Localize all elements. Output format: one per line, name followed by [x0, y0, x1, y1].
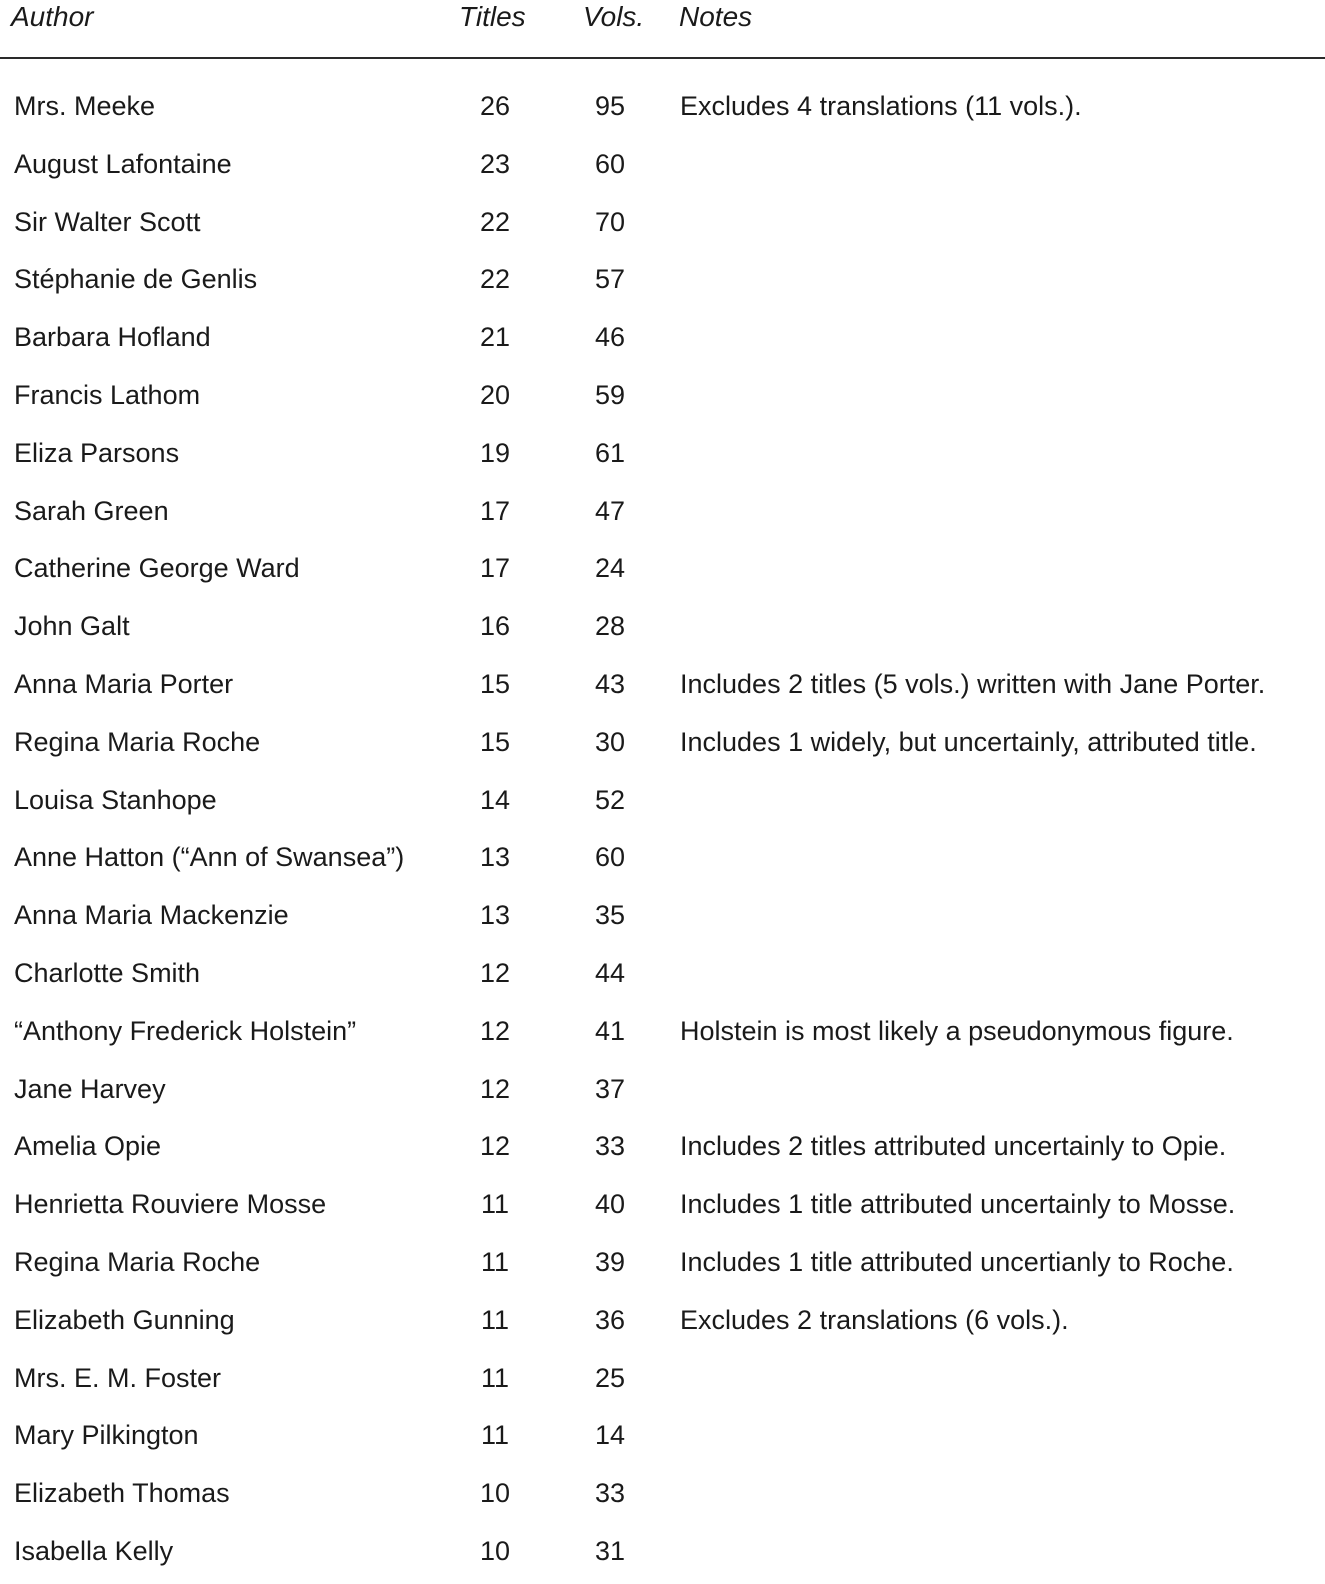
- table-row: [0, 1176, 1325, 1234]
- vols-cell: 36: [594, 1304, 626, 1335]
- author-cell: Isabella Kelly: [14, 1535, 174, 1566]
- table-row: [0, 1350, 1325, 1408]
- table-row: [0, 945, 1325, 1003]
- table-row: [0, 829, 1325, 887]
- vols-cell: 33: [594, 1131, 626, 1162]
- titles-cell: 26: [479, 91, 511, 121]
- table-row: [0, 1234, 1325, 1292]
- titles-cell: 11: [480, 1189, 510, 1220]
- titles-cell: 12: [479, 1073, 511, 1104]
- header-notes: Notes: [679, 1, 753, 32]
- notes-cell: Includes 1 widely, but uncertainly, attributed title.: [680, 726, 1257, 757]
- author-cell: Mrs. E. M. Foster: [14, 1362, 222, 1393]
- table-body: [0, 78, 1325, 1581]
- table-row: [0, 367, 1325, 425]
- table-row: [0, 1003, 1325, 1061]
- notes-cell: Includes 1 title attributed uncertianly to Roche.: [680, 1246, 1234, 1277]
- author-cell: Mary Pilkington: [14, 1420, 199, 1451]
- author-cell: Mrs. Meeke: [14, 91, 156, 121]
- author-cell: “Anthony Frederick Holstein”: [14, 1015, 357, 1046]
- titles-cell: 17: [479, 495, 511, 526]
- notes-cell: Includes 2 titles (5 vols.) written with Jane Porter.: [680, 668, 1266, 699]
- author-cell: Regina Maria Roche: [14, 1246, 261, 1277]
- author-cell: Elizabeth Thomas: [14, 1478, 230, 1509]
- notes-cell: Excludes 4 translations (11 vols.).: [680, 91, 1082, 121]
- table-row: [0, 483, 1325, 541]
- table-row: [0, 425, 1325, 483]
- author-cell: Catherine George Ward: [14, 553, 300, 584]
- author-cell: Sarah Green: [14, 495, 169, 526]
- vols-cell: 41: [594, 1015, 626, 1046]
- vols-cell: 46: [594, 322, 626, 353]
- titles-cell: 13: [479, 842, 511, 873]
- vols-cell: 14: [594, 1420, 626, 1451]
- table-header: [0, 0, 1325, 59]
- notes-cell: Includes 2 titles attributed uncertainly to Opie.: [680, 1131, 1227, 1162]
- notes-cell: Includes 1 title attributed uncertainly to Mosse.: [680, 1189, 1236, 1220]
- titles-cell: 10: [479, 1535, 511, 1566]
- notes-cell: Holstein is most likely a pseudonymous figure.: [680, 1015, 1234, 1046]
- table-row: [0, 1523, 1325, 1581]
- table-row: [0, 1465, 1325, 1523]
- vols-cell: 60: [594, 148, 626, 179]
- titles-cell: 21: [479, 322, 511, 353]
- vols-cell: 59: [594, 379, 626, 410]
- titles-cell: 11: [480, 1362, 510, 1393]
- titles-cell: 17: [479, 553, 511, 584]
- table-row: [0, 540, 1325, 598]
- table-row: [0, 1292, 1325, 1350]
- header-author: Author: [11, 1, 94, 32]
- titles-cell: 20: [479, 379, 511, 410]
- table-row: [0, 772, 1325, 830]
- author-cell: Francis Lathom: [14, 379, 201, 410]
- vols-cell: 33: [594, 1478, 626, 1509]
- author-cell: Jane Harvey: [14, 1073, 166, 1104]
- vols-cell: 28: [594, 611, 626, 642]
- vols-cell: 37: [594, 1073, 626, 1104]
- author-cell: Eliza Parsons: [14, 437, 180, 468]
- table-row: [0, 887, 1325, 945]
- titles-cell: 12: [479, 957, 511, 988]
- titles-cell: 22: [479, 264, 511, 295]
- titles-cell: 15: [479, 668, 511, 699]
- author-cell: Anne Hatton (“Ann of Swansea”): [14, 842, 405, 873]
- vols-cell: 25: [594, 1362, 626, 1393]
- vols-cell: 47: [594, 495, 626, 526]
- titles-cell: 16: [479, 611, 511, 642]
- vols-cell: 95: [594, 91, 626, 121]
- author-cell: Sir Walter Scott: [14, 206, 201, 237]
- author-cell: Charlotte Smith: [14, 957, 201, 988]
- titles-cell: 14: [479, 784, 511, 815]
- titles-cell: 19: [479, 437, 511, 468]
- author-cell: Anna Maria Mackenzie: [14, 900, 289, 931]
- titles-cell: 11: [480, 1420, 510, 1451]
- author-cell: John Galt: [14, 611, 130, 642]
- vols-cell: 24: [594, 553, 626, 584]
- author-cell: Barbara Hofland: [14, 322, 211, 353]
- table-row: [0, 136, 1325, 194]
- table-row: [0, 1118, 1325, 1176]
- author-cell: Amelia Opie: [14, 1131, 162, 1162]
- vols-cell: 61: [594, 437, 626, 468]
- author-cell: Henrietta Rouviere Mosse: [14, 1189, 327, 1220]
- vols-cell: 60: [594, 842, 626, 873]
- vols-cell: 52: [594, 784, 626, 815]
- table-row: [0, 309, 1325, 367]
- author-cell: Anna Maria Porter: [14, 668, 234, 699]
- titles-cell: 13: [479, 900, 511, 931]
- titles-cell: 23: [479, 148, 511, 179]
- titles-cell: 10: [479, 1478, 511, 1509]
- author-cell: Stéphanie de Genlis: [14, 264, 258, 295]
- table-row: [0, 598, 1325, 656]
- titles-cell: 15: [479, 726, 511, 757]
- vols-cell: 40: [594, 1189, 626, 1220]
- table-row: [0, 194, 1325, 252]
- table-row: [0, 251, 1325, 309]
- vols-cell: 43: [594, 668, 626, 699]
- titles-cell: 22: [479, 206, 511, 237]
- vols-cell: 39: [594, 1246, 626, 1277]
- titles-cell: 12: [479, 1131, 511, 1162]
- vols-cell: 57: [594, 264, 626, 295]
- header-titles: Titles: [459, 1, 526, 32]
- table-row: [0, 1061, 1325, 1119]
- vols-cell: 35: [594, 900, 626, 931]
- author-cell: Regina Maria Roche: [14, 726, 261, 757]
- vols-cell: 30: [594, 726, 626, 757]
- vols-cell: 44: [594, 957, 626, 988]
- vols-cell: 70: [594, 206, 626, 237]
- table-row: [0, 656, 1325, 714]
- header-vols: Vols.: [583, 1, 645, 32]
- table-row: [0, 78, 1325, 136]
- titles-cell: 11: [480, 1304, 510, 1335]
- author-cell: August Lafontaine: [14, 148, 232, 179]
- vols-cell: 31: [594, 1535, 626, 1566]
- titles-cell: 11: [480, 1246, 510, 1277]
- author-cell: Louisa Stanhope: [14, 784, 217, 815]
- notes-cell: Excludes 2 translations (6 vols.).: [680, 1304, 1069, 1335]
- table-row: [0, 1407, 1325, 1465]
- author-cell: Elizabeth Gunning: [14, 1304, 235, 1335]
- titles-cell: 12: [479, 1015, 511, 1046]
- table-row: [0, 714, 1325, 772]
